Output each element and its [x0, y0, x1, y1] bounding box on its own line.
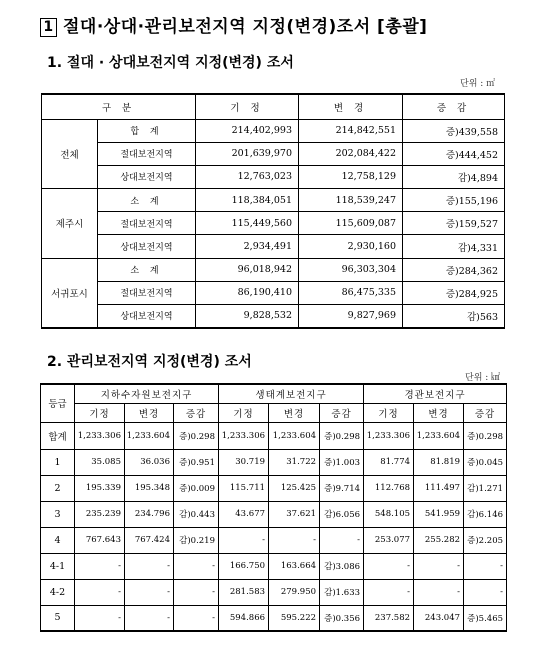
cell-before: 96,018,942 — [196, 258, 299, 281]
header-before: 기 정 — [196, 94, 299, 119]
cell-after: 37.621 — [269, 501, 320, 527]
cell-change: 감)6.146 — [464, 501, 507, 527]
cell-after: 1,233.604 — [269, 422, 320, 449]
cell-after: 115,609,087 — [299, 212, 403, 235]
cell-after: 36.036 — [125, 449, 174, 475]
cell-change: - — [174, 579, 219, 605]
grade-cell: 5 — [41, 605, 75, 631]
table-row — [42, 258, 505, 281]
header-after: 변 경 — [299, 94, 403, 119]
cell-before: 281.583 — [219, 579, 269, 605]
cell-after: 96,303,304 — [299, 258, 403, 281]
cell-change: 증)284,362 — [403, 258, 505, 281]
cell-before: 1,233.306 — [75, 422, 125, 449]
cell-change: 증)159,527 — [403, 212, 505, 235]
cell-after: 541.959 — [414, 501, 464, 527]
cell-change: 증)0.298 — [174, 422, 219, 449]
cell-change: 증)0.951 — [174, 449, 219, 475]
subheader-before: 기정 — [364, 403, 414, 422]
row-label: 합 계 — [98, 119, 196, 142]
cell-after: 12,758,129 — [299, 165, 403, 188]
row-label: 상대보전지역 — [98, 305, 196, 328]
header-change: 증 감 — [403, 94, 505, 119]
cell-change: 감)0.443 — [174, 501, 219, 527]
section1-table — [41, 93, 505, 329]
subheader-change: 증감 — [174, 403, 219, 422]
subheader-after: 변경 — [125, 403, 174, 422]
cell-change: 증)0.009 — [174, 475, 219, 501]
section2-table — [40, 383, 507, 632]
subheader-after: 변경 — [414, 403, 464, 422]
cell-change: 증)439,558 — [403, 119, 505, 142]
cell-before: 1,233.306 — [219, 422, 269, 449]
grade-cell: 4-1 — [41, 553, 75, 579]
cell-after: 595.222 — [269, 605, 320, 631]
title-text: 절대·상대·관리보전지역 지정(변경)조서 [총괄] — [63, 17, 428, 37]
cell-after: 195.348 — [125, 475, 174, 501]
cell-before: 166.750 — [219, 553, 269, 579]
cell-change: 증)1.003 — [320, 449, 364, 475]
title-number-box: 1 — [40, 18, 57, 37]
subheader-after: 변경 — [269, 403, 320, 422]
subheader-before: 기정 — [75, 403, 125, 422]
cell-before: 237.582 — [364, 605, 414, 631]
grade-cell: 1 — [41, 449, 75, 475]
cell-after: 125.425 — [269, 475, 320, 501]
cell-change: 증)0.045 — [464, 449, 507, 475]
cell-after: 1,233.604 — [414, 422, 464, 449]
cell-before: - — [219, 527, 269, 553]
cell-before: 118,384,051 — [196, 189, 299, 212]
table-subheader-row — [41, 403, 507, 422]
table-row — [41, 553, 507, 579]
table-row — [42, 235, 505, 258]
cell-before: - — [75, 553, 125, 579]
cell-after: 767.424 — [125, 527, 174, 553]
table-row — [42, 119, 505, 142]
cell-change: 감)1.271 — [464, 475, 507, 501]
cell-change: - — [464, 579, 507, 605]
row-label: 상대보전지역 — [98, 235, 196, 258]
cell-change: 증)444,452 — [403, 142, 505, 165]
cell-before: 767.643 — [75, 527, 125, 553]
cell-after: - — [414, 579, 464, 605]
cell-before: - — [75, 605, 125, 631]
cell-change: 감)6.056 — [320, 501, 364, 527]
cell-before: 112.768 — [364, 475, 414, 501]
cell-before: 81.774 — [364, 449, 414, 475]
table-row — [42, 281, 505, 304]
cell-change: 감)3.086 — [320, 553, 364, 579]
table-header-row — [41, 384, 507, 403]
cell-after: - — [125, 605, 174, 631]
row-label: 상대보전지역 — [98, 165, 196, 188]
cell-before: 86,190,410 — [196, 281, 299, 304]
grade-cell: 3 — [41, 501, 75, 527]
cell-before: 2,934,491 — [196, 235, 299, 258]
cell-change: - — [464, 553, 507, 579]
cell-after: 163.664 — [269, 553, 320, 579]
cell-after: 86,475,335 — [299, 281, 403, 304]
table-row — [42, 142, 505, 165]
grade-cell: 4 — [41, 527, 75, 553]
cell-change: 감)4,894 — [403, 165, 505, 188]
table-header-row — [42, 94, 505, 119]
cell-change: 감)0.219 — [174, 527, 219, 553]
cell-before: 195.339 — [75, 475, 125, 501]
cell-after: 81.819 — [414, 449, 464, 475]
header-category: 구 분 — [42, 94, 196, 119]
header-zone-groundwater: 지하수자원보전지구 — [75, 384, 219, 403]
cell-change: 감)1.633 — [320, 579, 364, 605]
cell-after: 214,842,551 — [299, 119, 403, 142]
cell-before: - — [364, 579, 414, 605]
cell-before: 35.085 — [75, 449, 125, 475]
table-row — [41, 579, 507, 605]
cell-change: 증)155,196 — [403, 189, 505, 212]
grade-cell: 2 — [41, 475, 75, 501]
row-label: 절대보전지역 — [98, 281, 196, 304]
table-row — [41, 605, 507, 631]
section2-title: 2. 관리보전지역 지정(변경) 조서 — [47, 354, 252, 370]
cell-after: - — [414, 553, 464, 579]
cell-after: 279.950 — [269, 579, 320, 605]
cell-after: 111.497 — [414, 475, 464, 501]
cell-change: 감)563 — [403, 305, 505, 328]
total-row — [41, 422, 507, 449]
table-row — [42, 212, 505, 235]
cell-before: - — [364, 553, 414, 579]
row-label: 소 계 — [98, 258, 196, 281]
cell-before: 214,402,993 — [196, 119, 299, 142]
cell-after: 2,930,160 — [299, 235, 403, 258]
row-label: 소 계 — [98, 189, 196, 212]
grade-cell: 합계 — [41, 422, 75, 449]
cell-after: 202,084,422 — [299, 142, 403, 165]
table-row — [42, 165, 505, 188]
cell-before: 30.719 — [219, 449, 269, 475]
cell-change: - — [174, 605, 219, 631]
table-row — [42, 189, 505, 212]
page-title — [40, 12, 427, 37]
cell-before: 115,449,560 — [196, 212, 299, 235]
cell-after: - — [269, 527, 320, 553]
row-label: 절대보전지역 — [98, 142, 196, 165]
cell-after: 118,539,247 — [299, 189, 403, 212]
header-zone-landscape: 경관보전지구 — [364, 384, 507, 403]
cell-change: 증)0.298 — [320, 422, 364, 449]
group-name: 제주시 — [42, 189, 98, 259]
cell-change: 증)9.714 — [320, 475, 364, 501]
cell-change: - — [174, 553, 219, 579]
cell-before: 548.105 — [364, 501, 414, 527]
cell-after: 234.796 — [125, 501, 174, 527]
subheader-change: 증감 — [464, 403, 507, 422]
section1-unit: 단위 : ㎡ — [460, 79, 496, 89]
cell-after: 31.722 — [269, 449, 320, 475]
cell-after: 9,827,969 — [299, 305, 403, 328]
cell-after: - — [125, 579, 174, 605]
cell-after: 1,233.604 — [125, 422, 174, 449]
cell-change: - — [320, 527, 364, 553]
cell-change: 증)0.356 — [320, 605, 364, 631]
grade-cell: 4-2 — [41, 579, 75, 605]
cell-before: 594.866 — [219, 605, 269, 631]
cell-after: 255.282 — [414, 527, 464, 553]
section2-unit: 단위 : ㎢ — [465, 373, 501, 383]
cell-change: 감)4,331 — [403, 235, 505, 258]
cell-before: 1,233.306 — [364, 422, 414, 449]
subheader-change: 증감 — [320, 403, 364, 422]
cell-change: 증)284,925 — [403, 281, 505, 304]
table-row — [41, 449, 507, 475]
cell-before: 201,639,970 — [196, 142, 299, 165]
row-label: 절대보전지역 — [98, 212, 196, 235]
group-name: 전체 — [42, 119, 98, 189]
cell-after: - — [125, 553, 174, 579]
table-row — [41, 475, 507, 501]
subheader-before: 기정 — [219, 403, 269, 422]
cell-before: 115.711 — [219, 475, 269, 501]
cell-change: 증)0.298 — [464, 422, 507, 449]
cell-change: 증)5.465 — [464, 605, 507, 631]
group-name: 서귀포시 — [42, 258, 98, 328]
cell-before: - — [75, 579, 125, 605]
cell-after: 243.047 — [414, 605, 464, 631]
cell-before: 12,763,023 — [196, 165, 299, 188]
cell-before: 253.077 — [364, 527, 414, 553]
cell-before: 235.239 — [75, 501, 125, 527]
table-row — [42, 305, 505, 328]
cell-change: 증)2.205 — [464, 527, 507, 553]
header-zone-ecosystem: 생태계보전지구 — [219, 384, 364, 403]
header-grade: 등급 — [41, 384, 75, 422]
section1-title: 1. 절대 · 상대보전지역 지정(변경) 조서 — [47, 55, 294, 71]
cell-before: 43.677 — [219, 501, 269, 527]
table-row — [41, 501, 507, 527]
cell-before: 9,828,532 — [196, 305, 299, 328]
table-row — [41, 527, 507, 553]
